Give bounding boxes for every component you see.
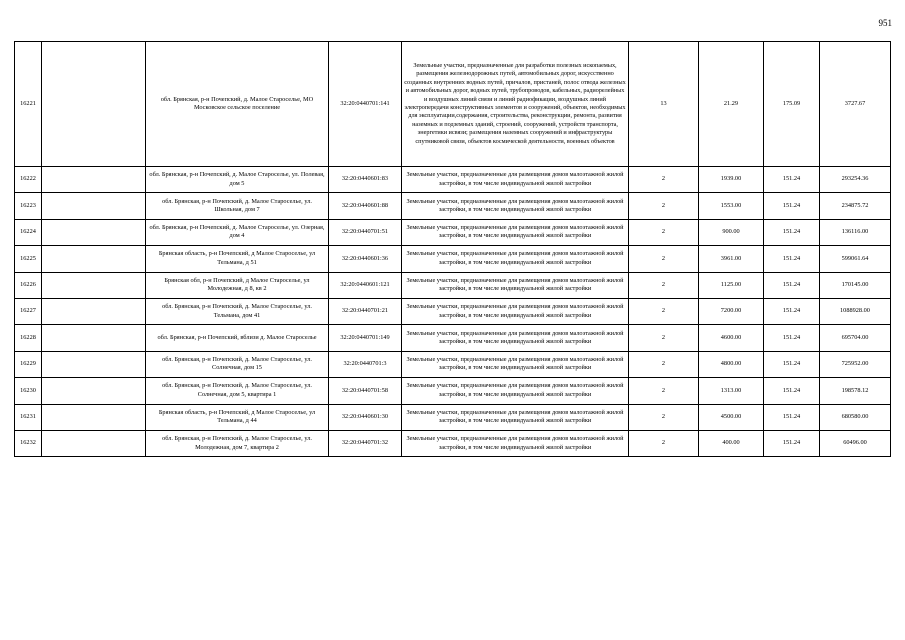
rate-cell: 151.24 [764, 246, 820, 272]
area-cell: 1939.00 [699, 167, 764, 193]
table-row [15, 298, 891, 324]
row-number-cell: 16225 [15, 246, 42, 272]
rate-cell: 151.24 [764, 404, 820, 430]
area-cell: 900.00 [699, 219, 764, 245]
cadastral-value-cell: 725952.00 [820, 351, 891, 377]
rate-cell: 151.24 [764, 298, 820, 324]
rate-cell: 151.24 [764, 193, 820, 219]
cadastral-number-cell: 32:20:0440701:149 [329, 325, 402, 351]
cadastral-value-cell: 60496.00 [820, 430, 891, 456]
empty-cell [42, 272, 146, 298]
address-cell: обл. Брянская, р-н Почепский, д. Малое Староселье, ул. Школьная, дом 7 [146, 193, 329, 219]
cadastral-number-cell: 32:20:0440701:51 [329, 219, 402, 245]
group-cell: 2 [629, 193, 699, 219]
land-use-cell: Земельные участки, предназначенные для размещения домов малоэтажной жилой застройки, в том числе индивидуальной жилой застройки [402, 430, 629, 456]
table-row [15, 325, 891, 351]
cadastral-value-cell: 680580.00 [820, 404, 891, 430]
address-cell: обл. Брянская, р-н Почепский, д. Малое Староселье, ул. Солнечная, дом 5, квартира 1 [146, 378, 329, 404]
table-row [15, 246, 891, 272]
row-number-cell: 16228 [15, 325, 42, 351]
group-cell: 2 [629, 219, 699, 245]
area-cell: 400.00 [699, 430, 764, 456]
group-cell: 2 [629, 167, 699, 193]
area-cell: 4600.00 [699, 325, 764, 351]
land-use-cell: Земельные участки, предназначенные для размещения домов малоэтажной жилой застройки, в том числе индивидуальной жилой застройки [402, 378, 629, 404]
land-use-cell: Земельные участки, предназначенные для разработки полезных ископаемых, размещения железнодорожных путей, автомобильных дорог, искусственно созданных внутренних водных путей, причалов, пристаней, полос отвода железных и автомобильных дорог, водных путей, трубопроводов, кабельных, радиорелейных и воздушных линий связи и линий радиофикации, воздушных линий электропередачи конструктивных элементов и сооружений, объектов, необходимых для эксплуатации,содержания, строительства, реконструкции, ремонта, развития наземных и подземных зданий, строений, сооружений, устройств транспорта, энергетики исвязи; размещения наземных сооружений и инфраструктуры спутниковой связи, объектов космической деятельности, военных объектов [402, 42, 629, 167]
address-cell: обл. Брянская, р-н Почепский, д. Малое Староселье, ул. Озерная, дом 4 [146, 219, 329, 245]
group-cell: 2 [629, 351, 699, 377]
group-cell: 13 [629, 42, 699, 167]
address-cell: обл. Брянская, р-н Почепский, д. Малое Староселье, ул. Молодежная, дом 7, квартира 2 [146, 430, 329, 456]
address-cell: Брянская область, р-н Почепский, д Малое Староселье, ул Тельмана, д 44 [146, 404, 329, 430]
cadastral-value-cell: 1088928.00 [820, 298, 891, 324]
empty-cell [42, 298, 146, 324]
empty-cell [42, 430, 146, 456]
cadastral-value-cell: 234875.72 [820, 193, 891, 219]
group-cell: 2 [629, 378, 699, 404]
land-use-cell: Земельные участки, предназначенные для размещения домов малоэтажной жилой застройки, в том числе индивидуальной жилой застройки [402, 351, 629, 377]
cadastral-number-cell: 32:20:0440601:121 [329, 272, 402, 298]
land-use-cell: Земельные участки, предназначенные для размещения домов малоэтажной жилой застройки, в том числе индивидуальной жилой застройки [402, 246, 629, 272]
area-cell: 1125.00 [699, 272, 764, 298]
cadastral-number-cell: 32:20:0440701:3 [329, 351, 402, 377]
empty-cell [42, 404, 146, 430]
address-cell: обл. Брянская, р-н Почепский, д. Малое Староселье, ул. Солнечная, дом 15 [146, 351, 329, 377]
area-cell: 1553.00 [699, 193, 764, 219]
table-row [15, 167, 891, 193]
empty-cell [42, 351, 146, 377]
rate-cell: 151.24 [764, 430, 820, 456]
rate-cell: 151.24 [764, 272, 820, 298]
row-number-cell: 16223 [15, 193, 42, 219]
cadastral-value-cell: 293254.36 [820, 167, 891, 193]
cadastral-number-cell: 32:20:0440601:30 [329, 404, 402, 430]
land-use-cell: Земельные участки, предназначенные для размещения домов малоэтажной жилой застройки, в том числе индивидуальной жилой застройки [402, 167, 629, 193]
empty-cell [42, 246, 146, 272]
cadastral-number-cell: 32:20:0440601:88 [329, 193, 402, 219]
table-body [15, 42, 891, 457]
table-row [15, 351, 891, 377]
group-cell: 2 [629, 430, 699, 456]
area-cell: 4800.00 [699, 351, 764, 377]
group-cell: 2 [629, 298, 699, 324]
address-cell: обл. Брянская, р-н Почепский, д. Малое Староселье, ул. Тельмана, дом 41 [146, 298, 329, 324]
cadastral-number-cell: 32:20:0440701:32 [329, 430, 402, 456]
land-use-cell: Земельные участки, предназначенные для размещения домов малоэтажной жилой застройки, в том числе индивидуальной жилой застройки [402, 193, 629, 219]
cadastral-value-cell: 599061.64 [820, 246, 891, 272]
address-cell: Брянская обл, р-н Почепский, д Малое Староселье, ул Молодежная, д 8, кв 2 [146, 272, 329, 298]
address-cell: обл. Брянская, р-н Почепский, вблизи д. Малое Староселье [146, 325, 329, 351]
cadastral-value-cell: 198578.12 [820, 378, 891, 404]
land-use-cell: Земельные участки, предназначенные для размещения домов малоэтажной жилой застройки, в том числе индивидуальной жилой застройки [402, 325, 629, 351]
row-number-cell: 16227 [15, 298, 42, 324]
land-use-cell: Земельные участки, предназначенные для размещения домов малоэтажной жилой застройки, в том числе индивидуальной жилой застройки [402, 219, 629, 245]
cadastral-number-cell: 32:20:0440601:83 [329, 167, 402, 193]
cadastral-value-cell: 695704.00 [820, 325, 891, 351]
row-number-cell: 16222 [15, 167, 42, 193]
area-cell: 4500.00 [699, 404, 764, 430]
group-cell: 2 [629, 272, 699, 298]
rate-cell: 151.24 [764, 378, 820, 404]
table-row [15, 404, 891, 430]
rate-cell: 151.24 [764, 219, 820, 245]
group-cell: 2 [629, 404, 699, 430]
row-number-cell: 16232 [15, 430, 42, 456]
table-row [15, 42, 891, 167]
address-cell: обл. Брянская, р-н Почепский, д. Малое Староселье, МО Московское сельское поселение [146, 42, 329, 167]
land-use-cell: Земельные участки, предназначенные для размещения домов малоэтажной жилой застройки, в том числе индивидуальной жилой застройки [402, 298, 629, 324]
group-cell: 2 [629, 246, 699, 272]
land-use-cell: Земельные участки, предназначенные для размещения домов малоэтажной жилой застройки, в том числе индивидуальной жилой застройки [402, 272, 629, 298]
area-cell: 21.29 [699, 42, 764, 167]
row-number-cell: 16229 [15, 351, 42, 377]
empty-cell [42, 325, 146, 351]
empty-cell [42, 193, 146, 219]
cadastral-value-cell: 136116.00 [820, 219, 891, 245]
address-cell: обл. Брянская, р-н Почепский, д. Малое Староселье, ул. Полевая, дом 5 [146, 167, 329, 193]
cadastral-value-cell: 3727.67 [820, 42, 891, 167]
land-use-cell: Земельные участки, предназначенные для размещения домов малоэтажной жилой застройки, в том числе индивидуальной жилой застройки [402, 404, 629, 430]
address-cell: Брянская область, р-н Почепский, д Малое Староселье, ул Тельмана, д 51 [146, 246, 329, 272]
area-cell: 1313.00 [699, 378, 764, 404]
row-number-cell: 16230 [15, 378, 42, 404]
rate-cell: 151.24 [764, 351, 820, 377]
empty-cell [42, 219, 146, 245]
group-cell: 2 [629, 325, 699, 351]
cadastral-number-cell: 32:20:0440701:21 [329, 298, 402, 324]
empty-cell [42, 42, 146, 167]
table-row [15, 430, 891, 456]
cadastral-number-cell: 32:20:0440701:141 [329, 42, 402, 167]
cadastral-value-cell: 170145.00 [820, 272, 891, 298]
row-number-cell: 16226 [15, 272, 42, 298]
cadastral-value-table [14, 41, 891, 457]
rate-cell: 151.24 [764, 167, 820, 193]
table-row [15, 378, 891, 404]
table-row [15, 272, 891, 298]
area-cell: 3961.00 [699, 246, 764, 272]
row-number-cell: 16224 [15, 219, 42, 245]
table-row [15, 219, 891, 245]
table-row [15, 193, 891, 219]
row-number-cell: 16231 [15, 404, 42, 430]
area-cell: 7200.00 [699, 298, 764, 324]
rate-cell: 175.09 [764, 42, 820, 167]
empty-cell [42, 378, 146, 404]
cadastral-number-cell: 32:20:0440601:36 [329, 246, 402, 272]
cadastral-number-cell: 32:20:0440701:58 [329, 378, 402, 404]
empty-cell [42, 167, 146, 193]
rate-cell: 151.24 [764, 325, 820, 351]
page-number: 951 [878, 18, 892, 28]
row-number-cell: 16221 [15, 42, 42, 167]
